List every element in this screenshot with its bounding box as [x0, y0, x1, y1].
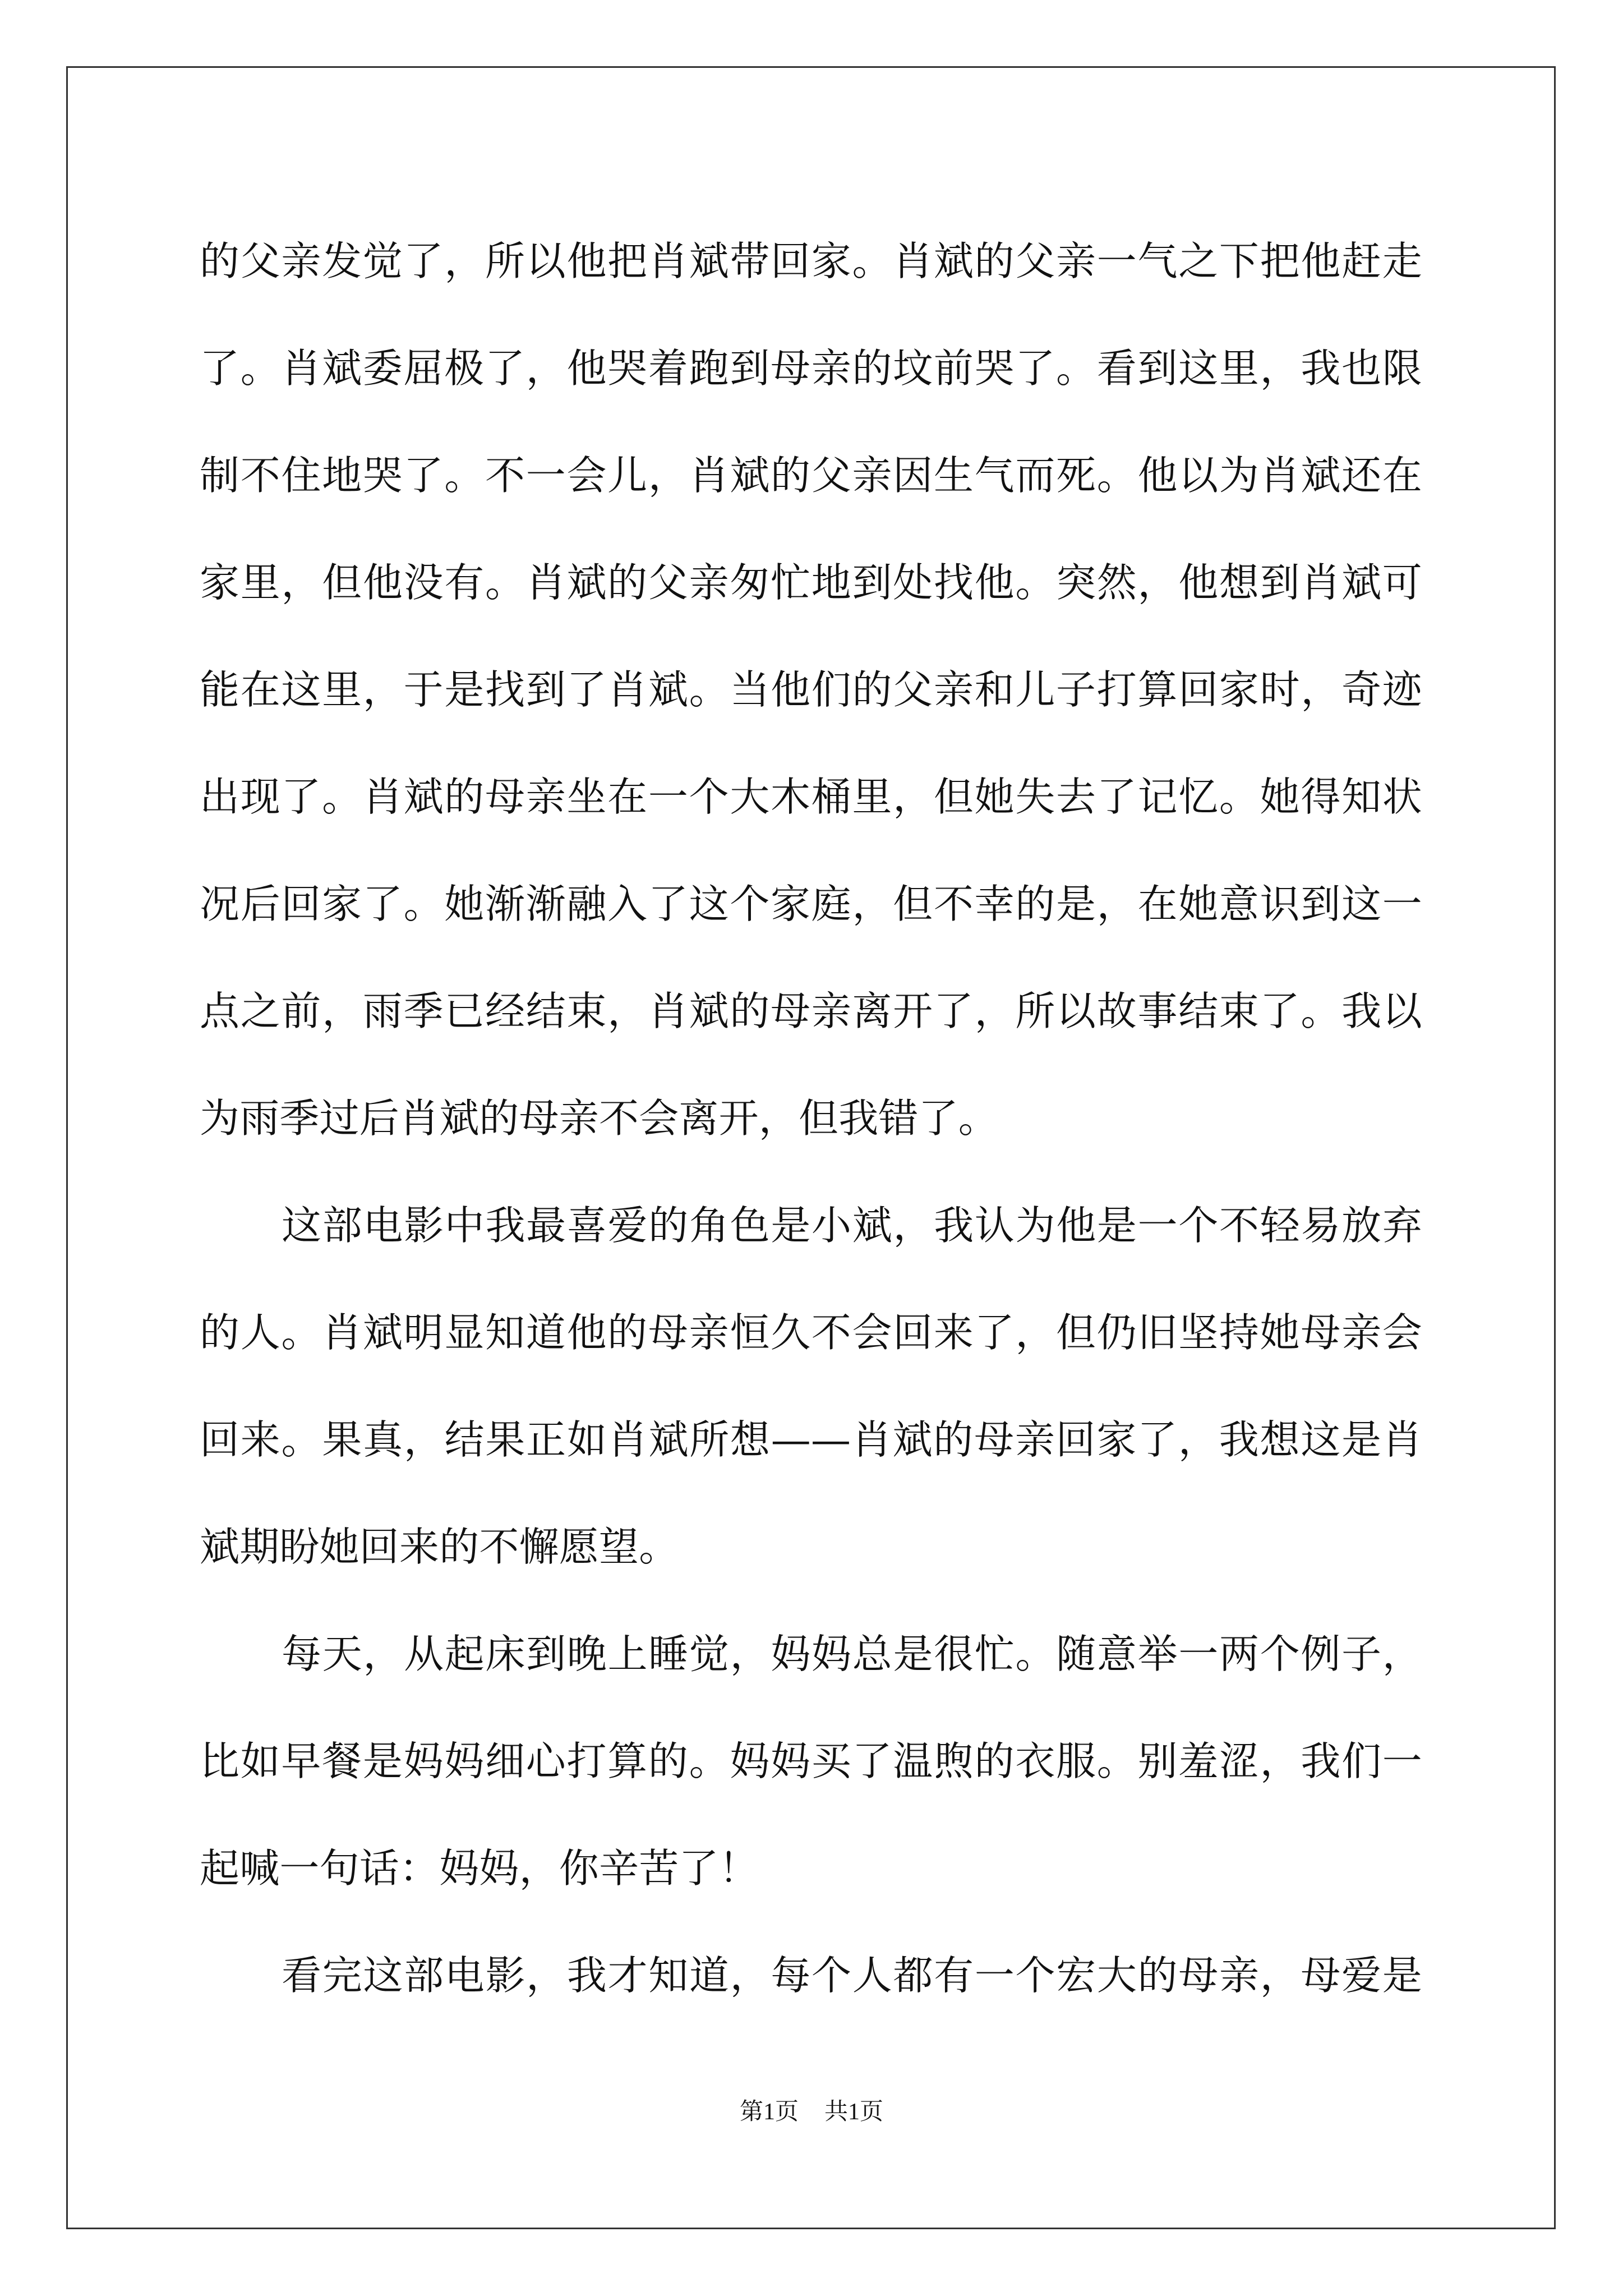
- text-line: 出现了。肖斌的母亲坐在一个大木桶里，但她失去了记忆。她得知状: [200, 774, 1422, 820]
- document-body: [200, 208, 1422, 2029]
- page-number-label: 第1页: [739, 2099, 799, 2125]
- text-line: 比如早餐是妈妈细心打算的。妈妈买了温煦的衣服。别羞涩，我们一: [200, 1738, 1422, 1784]
- text-line: 为雨季过后肖斌的母亲不会离开，但我错了。: [200, 1095, 999, 1142]
- text-line: 回来。果真，结果正如肖斌所想——肖斌的母亲回家了，我想这是肖: [200, 1416, 1422, 1463]
- text-line: 制不住地哭了。不一会儿，肖斌的父亲因生气而死。他以为肖斌还在: [200, 452, 1422, 499]
- text-line: 家里，但他没有。肖斌的父亲匆忙地到处找他。突然，他想到肖斌可: [200, 559, 1422, 606]
- paragraph-first-line: 看完这部电影，我才知道，每个人都有一个宏大的母亲，母爱是: [282, 1952, 1422, 1999]
- text-line: 斌期盼她回来的不懈愿望。: [200, 1524, 679, 1570]
- page-footer: [0, 2095, 1623, 2129]
- text-line: 的父亲发觉了，所以他把肖斌带回家。肖斌的父亲一气之下把他赶走: [200, 238, 1422, 284]
- text-line: 况后回家了。她渐渐融入了这个家庭，但不幸的是，在她意识到这一: [200, 881, 1422, 927]
- page-total-label: 共1页: [824, 2099, 884, 2125]
- text-line: 能在这里，于是找到了肖斌。当他们的父亲和儿子打算回家时，奇迹: [200, 666, 1422, 713]
- text-line: 点之前，雨季已经结束，肖斌的母亲离开了，所以故事结束了。我以: [200, 988, 1422, 1034]
- text-line: 起喊一句话：妈妈，你辛苦了！: [200, 1845, 759, 1892]
- text-line: 的人。肖斌明显知道他的母亲恒久不会回来了，但仍旧坚持她母亲会: [200, 1309, 1422, 1356]
- paragraph-first-line: 这部电影中我最喜爱的角色是小斌，我认为他是一个不轻易放弃: [282, 1202, 1422, 1249]
- text-line: 了。肖斌委屈极了，他哭着跑到母亲的坟前哭了。看到这里，我也限: [200, 345, 1422, 392]
- paragraph-first-line: 每天，从起床到晚上睡觉，妈妈总是很忙。随意举一两个例子，: [282, 1631, 1422, 1677]
